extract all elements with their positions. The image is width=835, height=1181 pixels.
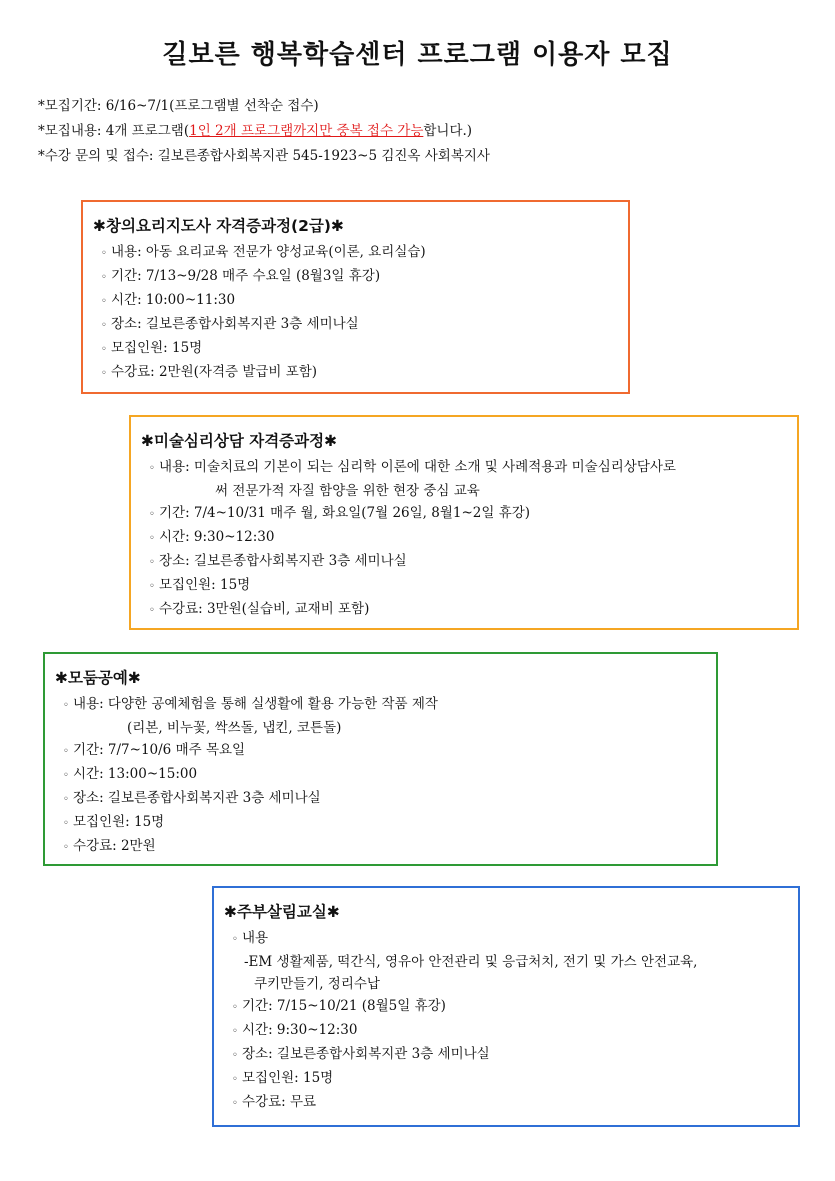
program-place: ◦ 장소: 길보른종합사회복지관 3층 세미나실 (232, 1046, 490, 1062)
program-time: ◦ 시간: 10:00~11:30 (101, 292, 236, 308)
recruitment-period: *모집기간: 6/16~7/1(프로그램별 선착순 접수) (38, 98, 319, 114)
program-time: ◦ 시간: 13:00~15:00 (63, 766, 198, 782)
recruitment-info (38, 94, 490, 169)
recruitment-content: *모집내용: 4개 프로그램(1인 2개 프로그램까지만 중복 접수 가능합니다.) (38, 123, 473, 139)
program-card-art-therapy (129, 415, 799, 630)
program-capacity: ◦ 모집인원: 15명 (149, 577, 251, 593)
program-content: ◦ 내용 (232, 930, 269, 946)
program-title: ✱주부살림교실✱ (224, 903, 340, 921)
program-fee: ◦ 수강료: 3만원(실습비, 교재비 포함) (149, 601, 370, 617)
program-card-cooking (81, 200, 630, 394)
page-title: 길보른 행복학습센터 프로그램 이용자 모집 (162, 40, 673, 70)
program-content-continued: -EM 생활제품, 떡간식, 영유아 안전관리 및 응급처치, 전기 및 가스 안전교육, (244, 954, 698, 970)
program-period: ◦ 기간: 7/4~10/31 매주 월, 화요일(7월 26일, 8월1~2일 휴강) (149, 505, 531, 521)
program-capacity: ◦ 모집인원: 15명 (63, 814, 165, 830)
program-place: ◦ 장소: 길보른종합사회복지관 3층 세미나실 (149, 553, 407, 569)
program-period: ◦ 기간: 7/15~10/21 (8월5일 휴강) (232, 998, 446, 1014)
program-card-crafts (43, 652, 718, 866)
program-content-continued: (리본, 비누꽃, 싹쓰돌, 냅킨, 코튼돌) (127, 720, 342, 736)
program-time: ◦ 시간: 9:30~12:30 (149, 529, 275, 545)
duplicate-limit-note: 1인 2개 프로그램까지만 중복 접수 가능 (189, 123, 424, 139)
program-fee: ◦ 수강료: 2만원 (63, 838, 156, 854)
program-content-continued: 써 전문가적 자질 함양을 위한 현장 중심 교육 (215, 483, 480, 499)
program-period: ◦ 기간: 7/13~9/28 매주 수요일 (8월3일 휴강) (101, 268, 381, 284)
program-content-continued-2: 쿠키만들기, 정리수납 (254, 976, 380, 992)
program-content: ◦ 내용: 아동 요리교육 전문가 양성교육(이론, 요리실습) (101, 244, 426, 260)
program-place: ◦ 장소: 길보른종합사회복지관 3층 세미나실 (63, 790, 321, 806)
program-period: ◦ 기간: 7/7~10/6 매주 목요일 (63, 742, 246, 758)
program-content: ◦ 내용: 다양한 공예체험을 통해 실생활에 활용 가능한 작품 제작 (63, 696, 438, 712)
program-fee: ◦ 수강료: 2만원(자격증 발급비 포함) (101, 364, 318, 380)
program-capacity: ◦ 모집인원: 15명 (101, 340, 203, 356)
program-place: ◦ 장소: 길보른종합사회복지관 3층 세미나실 (101, 316, 359, 332)
program-time: ◦ 시간: 9:30~12:30 (232, 1022, 358, 1038)
program-capacity: ◦ 모집인원: 15명 (232, 1070, 334, 1086)
program-title: ✱모둠공예✱ (55, 669, 141, 687)
program-title: ✱미술심리상담 자격증과정✱ (141, 432, 338, 450)
program-title: ✱창의요리지도사 자격증과정(2급)✱ (93, 217, 344, 235)
program-content: ◦ 내용: 미술치료의 기본이 되는 심리학 이론에 대한 소개 및 사례적용과 미술심리상담사로 (149, 459, 676, 475)
program-fee: ◦ 수강료: 무료 (232, 1094, 317, 1110)
program-card-housekeeping (212, 886, 800, 1127)
contact-info: *수강 문의 및 접수: 길보른종합사회복지관 545-1923~5 김진옥 사회복지사 (38, 148, 490, 164)
